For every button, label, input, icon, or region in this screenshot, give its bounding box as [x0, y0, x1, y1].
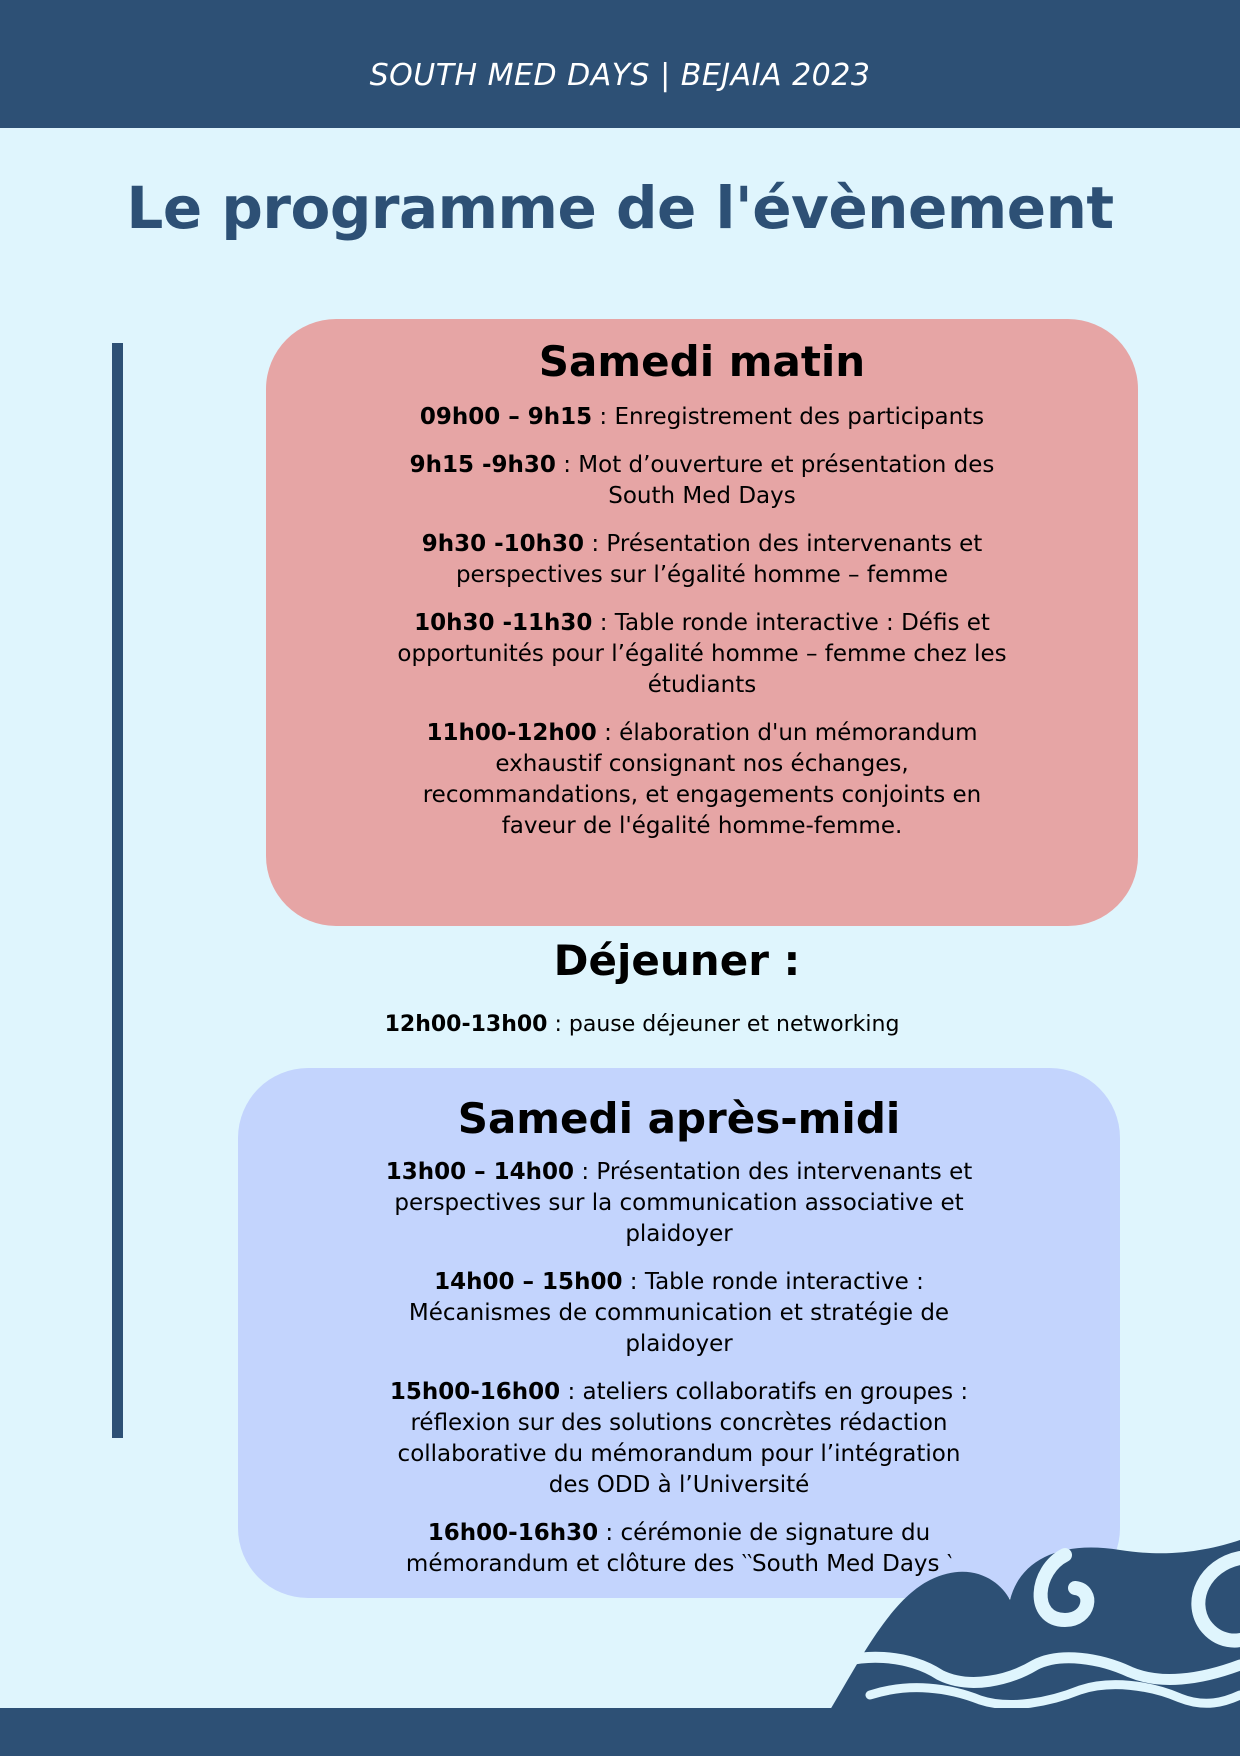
schedule-item — [392, 529, 1012, 591]
header-title: SOUTH MED DAYS | BEJAIA 2023 — [369, 58, 871, 93]
item-time: 15h00-16h00 — [389, 1379, 561, 1405]
item-text: : élaboration d'un mémorandum exhaustif consignant nos échanges, recommandations, et engagements conjoints en faveur de l'égalité homme-femme. — [422, 720, 982, 839]
schedule-item — [379, 1377, 979, 1501]
lunch-text: : pause déjeuner et networking — [547, 1012, 900, 1037]
schedule-item — [392, 402, 1012, 433]
item-text: : Présentation des intervenants et perspectives sur l’égalité homme – femme — [455, 531, 983, 588]
schedule-item — [379, 1157, 979, 1250]
footer-band — [0, 1708, 1240, 1756]
item-text: : ateliers collaboratifs en groupes : réflexion sur des solutions concrètes rédaction collaborative du mémorandum pour l’intégration des ODD à l’Université — [397, 1379, 969, 1498]
lunch-item — [0, 1012, 1240, 1037]
lunch-time: 12h00-13h00 — [384, 1012, 548, 1037]
item-time: 9h15 -9h30 — [409, 452, 556, 478]
item-time: 09h00 – 9h15 — [419, 404, 593, 430]
page-title: Le programme de l'évènement — [126, 174, 1114, 242]
afternoon-card — [238, 1068, 1120, 1598]
timeline-bar — [112, 343, 123, 1438]
item-time: 10h30 -11h30 — [414, 610, 593, 636]
item-text: : Table ronde interactive : Mécanismes de communication et stratégie de plaidoyer — [408, 1269, 950, 1357]
lunch-title: Déjeuner : — [553, 936, 801, 985]
item-time: 14h00 – 15h00 — [434, 1269, 623, 1295]
item-text: : cérémonie de signature du mémorandum et clôture des ‵‵South Med Days ‵ — [405, 1520, 953, 1577]
item-text: : Table ronde interactive : Défis et opportunités pour l’égalité homme – femme chez les étudiants — [397, 610, 1007, 698]
morning-title: Samedi matin — [538, 337, 866, 386]
item-time: 11h00-12h00 — [426, 720, 597, 746]
schedule-item — [379, 1267, 979, 1360]
item-text: : Présentation des intervenants et perspectives sur la communication associative et plaidoyer — [394, 1159, 973, 1247]
afternoon-title: Samedi après-midi — [457, 1094, 901, 1143]
item-text: : Enregistrement des participants — [592, 404, 985, 430]
schedule-item — [392, 718, 1012, 842]
item-text: : Mot d’ouverture et présentation des South Med Days — [555, 452, 995, 509]
item-time: 16h00-16h30 — [427, 1520, 599, 1546]
schedule-item — [392, 450, 1012, 512]
item-time: 9h30 -10h30 — [421, 531, 585, 557]
wave-decoration — [800, 1540, 1240, 1710]
item-time: 13h00 – 14h00 — [385, 1159, 575, 1185]
schedule-item — [392, 608, 1012, 701]
morning-card — [266, 319, 1138, 926]
